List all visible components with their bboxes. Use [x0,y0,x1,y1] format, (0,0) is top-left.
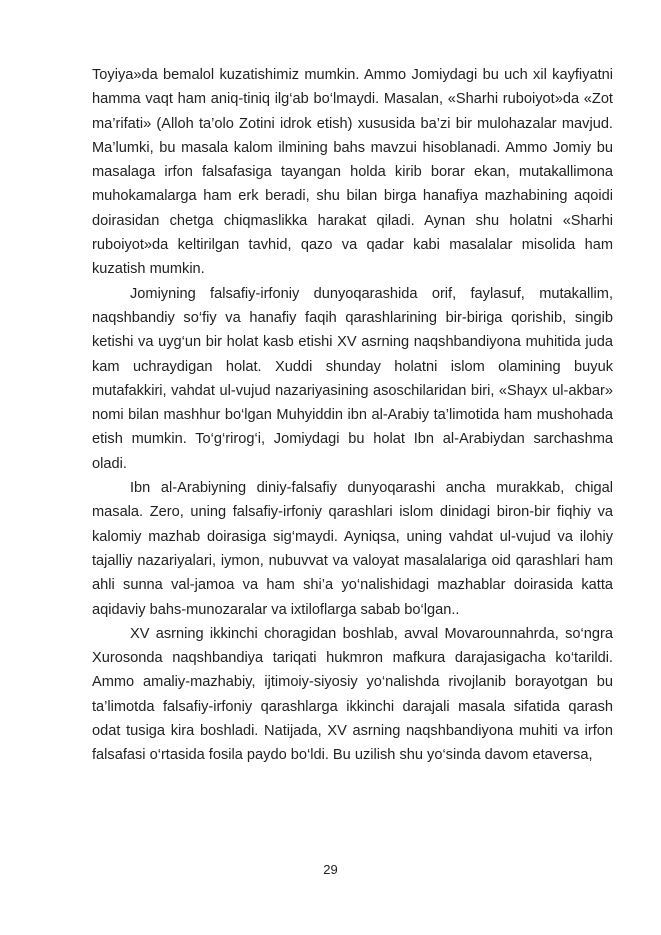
paragraph-4: XV asrning ikkinchi choragidan boshlab, avval Movarounnahrda, so‘ngra Xurosonda naqshbandiya tariqati hukmron mafkura darajasigacha ko‘tarildi. Ammo amaliy-mazhabiy, ijtimoiy-siyosiy yo‘nalishda rivojlanib borayotgan bu ta’limotda falsafiy-irfoniy qarashlarga ikkinchi darajali masala sifatida qarash odat tusiga kira boshladi. Natijada, XV asrning naqshbandiyona muhiti va irfon falsafasi o‘rtasida fosila paydo bo‘ldi. Bu uzilish shu yo‘sinda davom etaversa, [92,625,613,764]
document-body [92,63,613,768]
paragraph-1: Toyiya»da bemalol kuzatishimiz mumkin. Ammo Jomiydagi bu uch xil kayfiyatni hamma vaqt ham aniq-tiniq ilg‘ab bo‘lmaydi. Masalan, «Sharhi ruboiyot»da «Zot ma’rifati» (Alloh ta’olo Zotini idrok etish) xususida ba’zi bir mulohazalar mavjud. Ma’lumki, bu masala kalom ilmining bahs mavzui hisoblanadi. Ammo Jomiy bu masalaga irfon falsafasiga tayangan holda kirib borar ekan, mutakallimona muhokamalarga ham erk beradi, shu bilan birga hanafiya mazhabining aqoidi doirasidan chetga chiqmaslikka harakat qiladi. Aynan shu holatni «Sharhi ruboiyot»da keltirilgan tavhid, qazo va qadar kabi masalalar misolida ham kuzatish mumkin. [92,67,613,278]
page-number: 29 [323,862,338,877]
paragraph-2: Jomiyning falsafiy-irfoniy dunyoqarashida orif, faylasuf, mutakallim, naqshbandiy so‘fiy va hanafiy faqih qarashlarining bir-biriga qorishib, singib ketishi va uyg‘un bir holat kasb etishi XV asrning naqshbandiyona muhitida juda kam uchraydigan holat. Xuddi shunday holatni islom olamining buyuk mutafakkiri, vahdat ul-vujud nazariyasining asoschilaridan biri, «Shayx ul-akbar» nomi bilan mashhur bo‘lgan Muhyiddin ibn al-Arabiy ta’limotida ham mushohada etish mumkin. To‘g‘rirog‘i, Jomiydagi bu holat Ibn al-Arabiydan sarchashma oladi. [92,285,613,472]
paragraph-3: Ibn al-Arabiyning diniy-falsafiy dunyoqarashi ancha murakkab, chigal masala. Zero, uning falsafiy-irfoniy qarashlari islom dinidagi biron-bir fiqhiy va kalomiy mazhab doirasiga sig‘maydi. Ayniqsa, uning vahdat ul-vujud va ilohiy tajalliy nazariyalari, iymon, nubuvvat va valoyat masalalariga oid qarashlari ham ahli sunna val-jamoa va ham shi’a yo‘nalishidagi mazhablar doirasida katta aqidaviy bahs-munozaralar va ixtiloflarga sabab bo‘lgan.. [92,480,613,618]
